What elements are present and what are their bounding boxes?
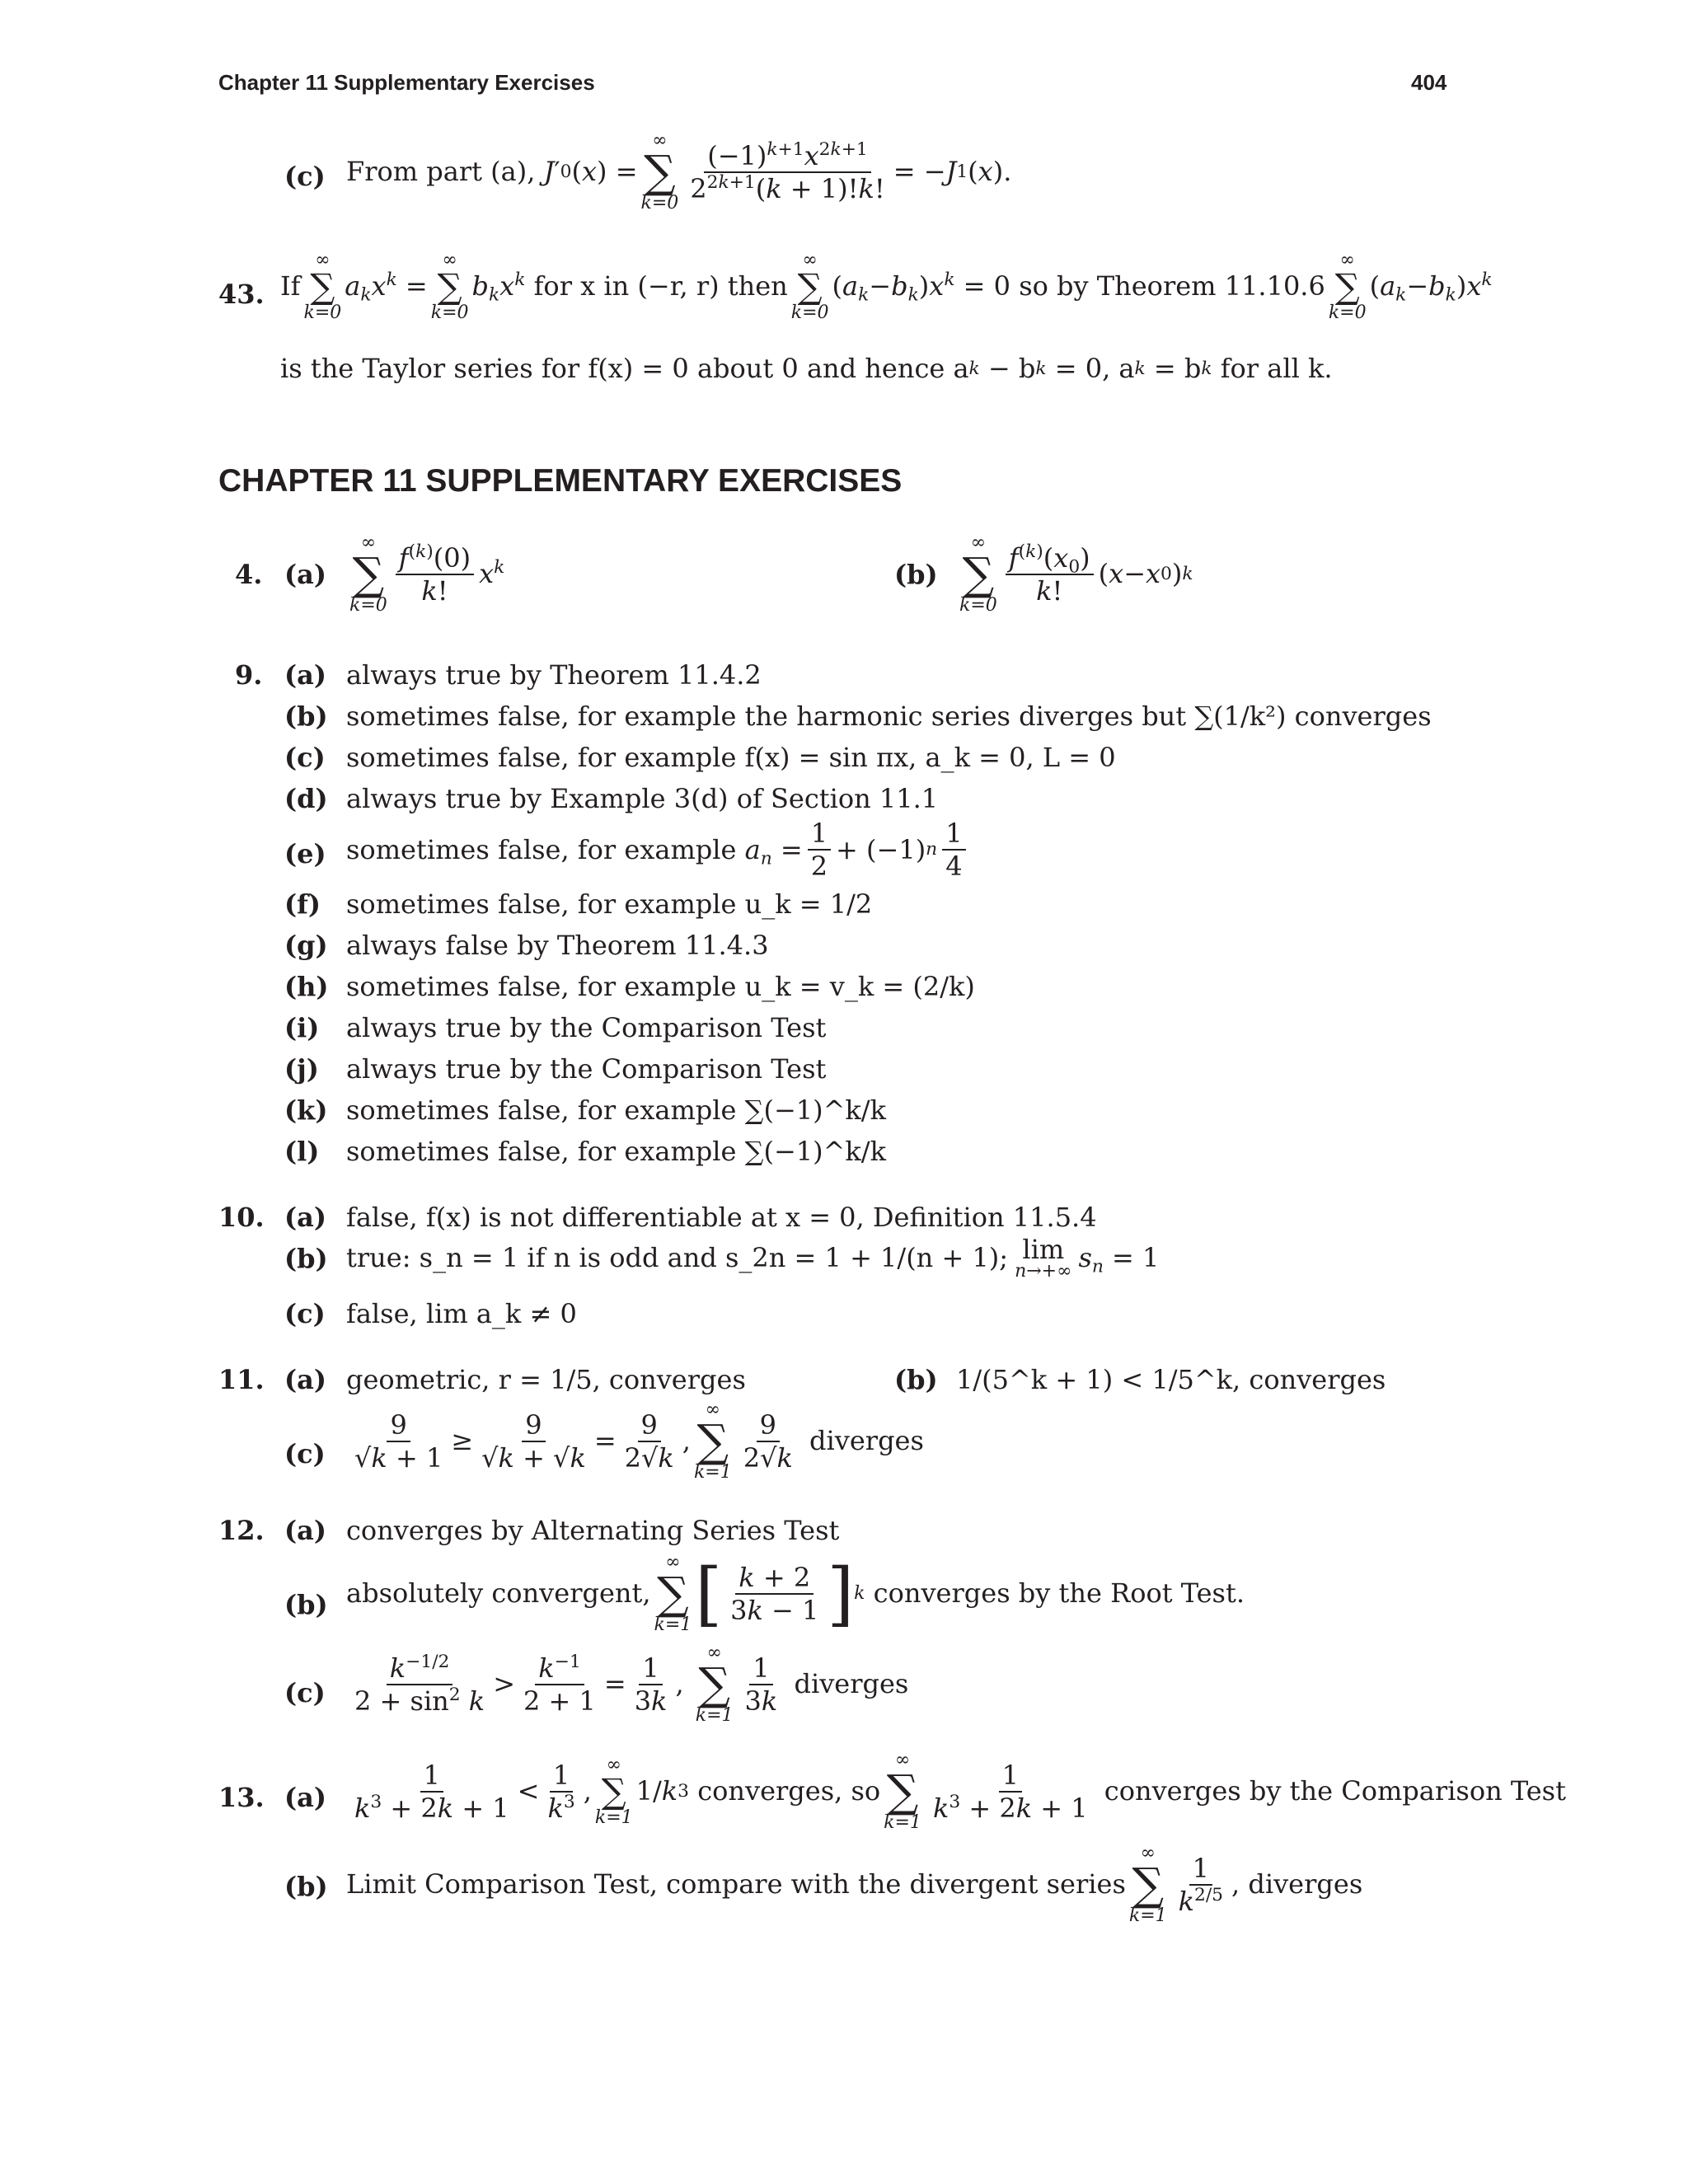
ex10-b-text: true: s_n = 1 if n is odd and s_2n = 1 + 1/(n + 1);	[346, 1242, 1009, 1274]
ex9-f-label: (f)	[284, 888, 321, 920]
ex9-h-text: sometimes false, for example u_k = v_k = (2/k)	[346, 971, 975, 1002]
ex9-b-text: sometimes false, for example the harmonic series diverges but ∑(1/k²) converges	[346, 701, 1432, 732]
ex9-l-text: sometimes false, for example ∑(−1)^k/k	[346, 1136, 886, 1167]
ex4-number: 4.	[235, 559, 263, 590]
ex11-a-label: (a)	[284, 1364, 327, 1395]
section-title: CHAPTER 11 SUPPLEMENTARY EXERCISES	[218, 463, 903, 499]
ex9-c-label: (c)	[284, 742, 326, 773]
prev-c-line: From part (a), J ′ 0 ( x ) = ∞ ∑ k=0 $\frac{(-1)^{k+1}x^{2k+1}}{2^{2k+1}(k + 1)!k!}$ = − J 1 ( x ).	[346, 130, 1012, 213]
ex43-line2: is the Taylor series for f(x) = 0 about 0 and hence a k − b k = 0, a k = b k for all k.	[280, 353, 1333, 384]
ex10-number: 10.	[218, 1202, 265, 1233]
ex9-g-label: (g)	[284, 930, 328, 961]
ex43-if: If	[280, 270, 301, 302]
ex4-a-formula: ∞ ∑ k=0 $\frac{f^{(k)}(0)}{k!}$ $x^k$	[349, 532, 505, 616]
ex4-a-label: (a)	[284, 559, 327, 590]
ex9-e-label: (e)	[284, 838, 326, 869]
ex12-b-label: (b)	[284, 1589, 328, 1620]
ex4-b-label: (b)	[894, 559, 938, 590]
ex13-b-line: Limit Comparison Test, compare with the divergent series ∞ ∑ k=1 $\frac{1}{k^{2/5}}$ , diverges	[346, 1843, 1363, 1926]
ex10-b-label: (b)	[284, 1243, 328, 1274]
ex9-d-text: always true by Example 3(d) of Section 11.1	[346, 783, 939, 814]
ex13-a-tail: converges by the Comparison Test	[1104, 1775, 1566, 1807]
ex10-b-line: true: s_n = 1 if n is odd and s_2n = 1 + 1/(n + 1); lim n→+∞ $s_n$ = 1	[346, 1234, 1160, 1282]
ex9-k-label: (k)	[284, 1094, 328, 1126]
prev-c-label: (c)	[284, 161, 326, 192]
ex10-c-label: (c)	[284, 1298, 326, 1329]
ex13-a-mid: converges, so	[697, 1775, 881, 1807]
ex9-j-text: always true by the Comparison Test	[346, 1053, 827, 1085]
ex11-c-tail: diverges	[809, 1425, 924, 1457]
ex9-f-text: sometimes false, for example u_k = 1/2	[346, 888, 873, 920]
ex43-number: 43.	[218, 279, 265, 310]
ex11-b-label: (b)	[894, 1364, 938, 1395]
running-title: Chapter 11 Supplementary Exercises	[218, 70, 595, 95]
ex12-a-label: (a)	[284, 1515, 327, 1546]
ex10-a-text: false, f(x) is not differentiable at x = 0, Definition 11.5.4	[346, 1202, 1097, 1233]
ex10-a-label: (a)	[284, 1202, 327, 1233]
ex12-b-text: absolutely convergent,	[346, 1577, 651, 1610]
ex12-b-tail: converges by the Root Test.	[873, 1577, 1245, 1610]
ex43-for: for x in (−r, r) then	[533, 270, 788, 302]
ex11-c-formula: $\frac{9}{√k + 1}$ ≥ $\frac{9}{√k + √k}$ = $\frac{9}{2√k}$ , ∞ ∑ k=1 $\frac{9}{2√k}$ diverges	[354, 1399, 924, 1483]
ex12-c-label: (c)	[284, 1677, 326, 1708]
ex13-b-text: Limit Comparison Test, compare with the divergent series	[346, 1868, 1126, 1900]
ex12-a-text: converges by Alternating Series Test	[346, 1515, 840, 1546]
ex9-a-label: (a)	[284, 659, 327, 691]
ex12-c-formula: $\frac{k^{-1/2}}{2 + \sin^2 k}$ > $\frac{k^{-1}}{2 + 1}$ = $\frac{1}{3k}$ , ∞ ∑ k=1 $\frac{1}{3k}$ diverges	[354, 1643, 909, 1726]
ex43-so: = 0 so by Theorem 11.10.6	[963, 270, 1325, 302]
prev-c-text: From part (a),	[346, 156, 536, 188]
ex9-number: 9.	[235, 659, 263, 691]
ex11-c-label: (c)	[284, 1438, 326, 1469]
ex12-number: 12.	[218, 1515, 265, 1546]
ex11-number: 11.	[218, 1364, 265, 1395]
page-number: 404	[1411, 70, 1447, 95]
ex43-line1: If ∞ ∑ k=0 $a_kx^k$ = ∞ ∑ k=0 $b_kx^k$ for x in (−r, r) then ∞ ∑ k=0 ( $a_k$ − $b_k$ ) $x^k$ = 0 so by Theorem 11.10.6 ∞ ∑ k=0 ( $a_k$ − $b_k$ ) $x^k$	[280, 250, 1493, 323]
ex11-b-text: 1/(5^k + 1) < 1/5^k, converges	[956, 1364, 1386, 1395]
ex10-c-text: false, lim a_k ≠ 0	[346, 1298, 577, 1329]
ex9-e-line: sometimes false, for example $a_n$ = $\frac{1}{2}$ + (−1) n $\frac{1}{4}$	[346, 818, 971, 883]
ex9-h-label: (h)	[284, 971, 329, 1002]
ex13-a-formula: $\frac{1}{k^3 + 2k + 1}$ < $\frac{1}{k^3}$ , ∞ ∑ k=1 1/ k 3 converges, so ∞ ∑ k=1 $\frac{1}{k^3 + 2k + 1}$ converges by the Comparison Test	[354, 1750, 1566, 1833]
ex11-a-text: geometric, r = 1/5, converges	[346, 1364, 746, 1395]
ex9-k-text: sometimes false, for example ∑(−1)^k/k	[346, 1094, 886, 1126]
ex9-c-text: sometimes false, for example f(x) = sin πx, a_k = 0, L = 0	[346, 742, 1116, 773]
ex9-j-label: (j)	[284, 1053, 319, 1085]
ex13-a-label: (a)	[284, 1782, 327, 1813]
ex9-a-text: always true by Theorem 11.4.2	[346, 659, 762, 691]
ex9-b-label: (b)	[284, 701, 328, 732]
ex12-b-line: absolutely convergent, ∞ ∑ k=1 [ $\frac{k + 2}{3k - 1}$ ] k converges by the Root Test.	[346, 1552, 1245, 1635]
ex13-b-label: (b)	[284, 1871, 328, 1902]
ex9-i-text: always true by the Comparison Test	[346, 1012, 827, 1043]
ex13-number: 13.	[218, 1782, 265, 1813]
ex9-l-label: (l)	[284, 1136, 320, 1167]
ex9-e-text: sometimes false, for example	[346, 833, 737, 865]
ex9-d-label: (d)	[284, 783, 328, 814]
ex9-i-label: (i)	[284, 1012, 320, 1043]
ex12-c-tail: diverges	[794, 1668, 909, 1700]
ex13-b-tail: , diverges	[1231, 1868, 1363, 1900]
ex9-g-text: always false by Theorem 11.4.3	[346, 930, 769, 961]
ex4-b-formula: ∞ ∑ k=0 $\frac{f^{(k)}(x_0)}{k!}$ ( x − x 0 ) k	[959, 532, 1193, 616]
